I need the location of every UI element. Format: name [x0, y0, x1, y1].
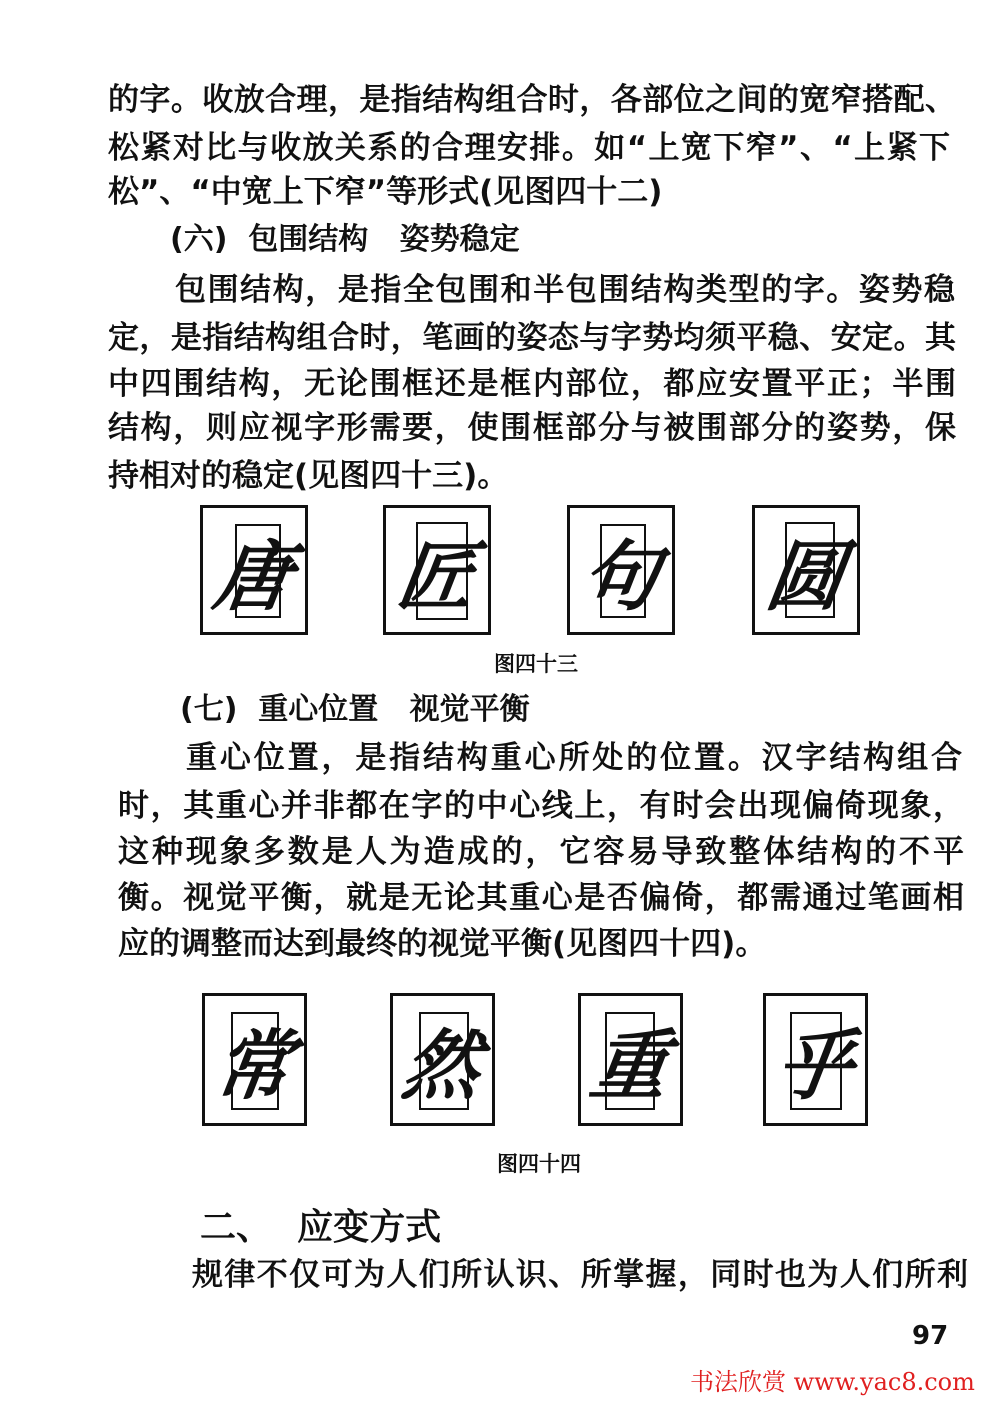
calligraphy-char: 常: [209, 1021, 298, 1110]
calligraphy-char: 圆: [760, 531, 850, 621]
calligraphy-char: 匠: [391, 531, 481, 621]
chapter2-heading: 二、 应变方式: [200, 1207, 442, 1248]
intro-line: 松紧对比与收放关系的合理安排。如“上宽下窄”、“上紧下: [108, 130, 950, 166]
figure-44-box: [202, 993, 307, 1126]
figure-43-box: [383, 505, 491, 635]
watermark: 书法欣赏 www.yac8.com: [690, 1368, 975, 1396]
paragraph-line: 包围结构，是指全包围和半包围结构类型的字。姿势稳: [175, 272, 955, 308]
intro-line: 的字。收放合理，是指结构组合时，各部位之间的宽窄搭配、: [108, 82, 956, 118]
paragraph-line: 结构，则应视字形需要，使围框部分与被围部分的姿势，保: [108, 410, 956, 446]
figure-44-caption: 图四十四: [497, 1152, 581, 1176]
paragraph-line: 中四围结构，无论围框还是框内部位，都应安置平正；半围: [108, 366, 956, 402]
calligraphy-char: 乎: [770, 1021, 859, 1110]
section7-heading: (七) 重心位置 视觉平衡: [180, 692, 530, 727]
paragraph-line: 持相对的稳定(见图四十三)。: [108, 458, 509, 494]
section6-heading: (六) 包围结构 姿势稳定: [170, 222, 520, 257]
paragraph-line: 重心位置，是指结构重心所处的位置。汉字结构组合: [186, 740, 962, 776]
paragraph-line: 衡。视觉平衡，就是无论其重心是否偏倚，都需通过笔画相: [118, 880, 964, 916]
paragraph-line: 时，其重心并非都在字的中心线上，有时会出现偏倚现象，: [118, 788, 964, 824]
figure-43-box: [200, 505, 308, 635]
calligraphy-char: 句: [575, 531, 665, 621]
figure-44-box: [390, 993, 495, 1126]
calligraphy-char: 然: [397, 1021, 486, 1110]
calligraphy-char: 唐: [208, 531, 298, 621]
figure-43-box: [752, 505, 860, 635]
figure-43-caption: 图四十三: [494, 652, 578, 676]
intro-line: 松”、“中宽上下窄”等形式(见图四十二): [108, 174, 663, 210]
figure-44-box: [578, 993, 683, 1126]
page-number: 97: [912, 1321, 949, 1351]
figure-44-box: [763, 993, 868, 1126]
paragraph-line: 应的调整而达到最终的视觉平衡(见图四十四)。: [118, 926, 767, 962]
paragraph-line: 定，是指结构组合时，笔画的姿态与字势均须平稳、安定。其: [108, 320, 956, 356]
paragraph-line: 规律不仅可为人们所认识、所掌握，同时也为人们所利: [192, 1257, 968, 1293]
paragraph-line: 这种现象多数是人为造成的，它容易导致整体结构的不平: [118, 834, 964, 870]
calligraphy-char: 重: [585, 1021, 674, 1110]
figure-43-box: [567, 505, 675, 635]
